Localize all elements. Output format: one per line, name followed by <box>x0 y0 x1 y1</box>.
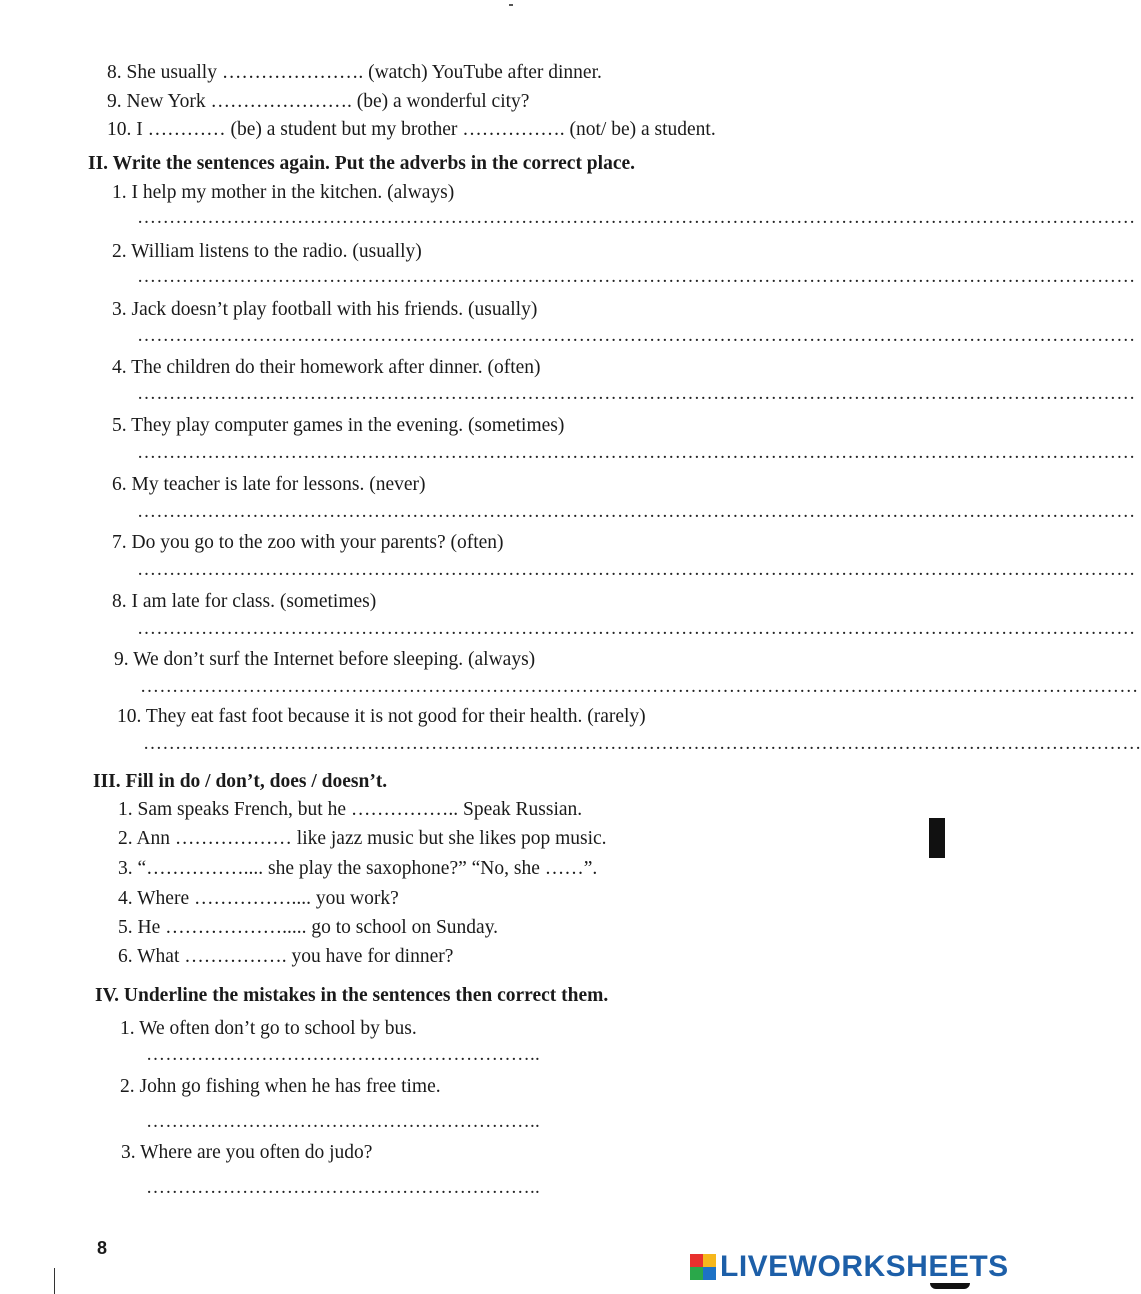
item-text: William listens to the radio. (usually) <box>131 241 422 262</box>
answer-line-4-1[interactable]: …………………………………………………….. <box>146 1044 540 1065</box>
item-text: Jack doesn’t play football with his friends. (usually) <box>131 299 538 320</box>
ex3-item-6 <box>118 945 453 969</box>
item-number: 1. <box>118 799 133 820</box>
item-text: Ann ……………… like jazz music but she likes pop music. <box>136 828 607 849</box>
item-number: 1. <box>120 1018 135 1039</box>
item-text: “…………….... she play the saxophone?” “No, she ……”. <box>137 858 598 879</box>
item-number: 9. <box>114 649 129 670</box>
item-number: 7. <box>112 532 127 553</box>
ex1-item-10 <box>107 118 716 142</box>
answer-line-4-3[interactable]: …………………………………………………….. <box>146 1177 540 1198</box>
item-text: Where are you often do judo? <box>140 1142 373 1163</box>
scan-mark-top <box>509 4 513 6</box>
answer-line-2-10[interactable]: ………………………………………………………………………………………………………………………………………… <box>143 733 1141 754</box>
item-number: 2. <box>120 1076 135 1097</box>
corner-mark <box>930 1283 970 1289</box>
item-number: 10. <box>107 119 132 140</box>
item-text: My teacher is late for lessons. (never) <box>131 474 426 495</box>
ex3-item-2 <box>118 827 607 851</box>
item-text: I am late for class. (sometimes) <box>131 591 377 612</box>
item-number: 10. <box>117 706 142 727</box>
ex2-item-3 <box>112 298 537 322</box>
item-text: He ………………..... go to school on Sunday. <box>137 917 499 938</box>
ex1-item-8 <box>107 61 602 85</box>
ex4-item-1 <box>120 1017 417 1041</box>
item-number: 6. <box>118 946 133 967</box>
section-4-heading: IV. Underline the mistakes in the sentences then correct them. <box>95 985 609 1006</box>
answer-line-2-5[interactable]: ………………………………………………………………………………………………………………………………………… <box>137 442 1136 463</box>
ex4-item-3 <box>121 1141 372 1165</box>
item-text: They eat fast foot because it is not good for their health. (rarely) <box>145 706 646 727</box>
answer-line-2-3[interactable]: ………………………………………………………………………………………………………………………………………… <box>137 325 1136 346</box>
section-3-heading: III. Fill in do / don’t, does / doesn’t. <box>93 771 388 792</box>
ex2-item-10 <box>117 705 646 729</box>
item-number: 4. <box>112 357 127 378</box>
ex2-item-5 <box>112 414 564 438</box>
ex3-item-3 <box>118 857 597 881</box>
scan-mark-left <box>54 1268 55 1294</box>
item-text: Sam speaks French, but he …………….. Speak Russian. <box>137 799 583 820</box>
ex3-item-1 <box>118 798 582 822</box>
item-text: I help my mother in the kitchen. (always) <box>131 182 455 203</box>
answer-line-2-7[interactable]: ………………………………………………………………………………………………………………………………………… <box>137 559 1136 580</box>
item-number: 5. <box>112 415 127 436</box>
ex4-item-2 <box>120 1075 441 1099</box>
item-text: New York …………………. (be) a wonderful city? <box>126 91 530 112</box>
ex2-item-9 <box>114 648 535 672</box>
ex2-item-2 <box>112 240 422 264</box>
item-number: 5. <box>118 917 133 938</box>
item-text: The children do their homework after dinner. (often) <box>131 357 541 378</box>
item-number: 2. <box>118 828 133 849</box>
ex2-item-8 <box>112 590 376 614</box>
ex2-item-4 <box>112 356 541 380</box>
ex2-item-7 <box>112 531 504 555</box>
ex3-item-5 <box>118 916 498 940</box>
ex2-item-1 <box>112 181 454 205</box>
item-text: Where …………….... you work? <box>137 888 399 909</box>
liveworksheets-brand <box>690 1252 1009 1282</box>
page-number: 8 <box>97 1238 108 1258</box>
item-number: 3. <box>112 299 127 320</box>
item-text: I ………… (be) a student but my brother ……………. (not/ be) a student. <box>136 119 716 140</box>
answer-line-2-1[interactable]: ………………………………………………………………………………………………………………………………………… <box>137 207 1136 228</box>
item-text: They play computer games in the evening. (sometimes) <box>131 415 565 436</box>
item-number: 3. <box>121 1142 136 1163</box>
item-number: 2. <box>112 241 127 262</box>
answer-line-2-2[interactable]: ………………………………………………………………………………………………………………………………………… <box>137 266 1136 287</box>
ex1-item-9 <box>107 90 529 114</box>
margin-mark <box>929 818 945 858</box>
answer-line-4-2[interactable]: …………………………………………………….. <box>146 1111 540 1132</box>
answer-line-2-4[interactable]: ………………………………………………………………………………………………………………………………………… <box>137 383 1136 404</box>
item-text: She usually …………………. (watch) YouTube after dinner. <box>126 62 602 83</box>
answer-line-2-6[interactable]: ………………………………………………………………………………………………………………………………………… <box>137 501 1136 522</box>
item-text: What ……………. you have for dinner? <box>137 946 454 967</box>
item-number: 1. <box>112 182 127 203</box>
ex3-item-4 <box>118 887 399 911</box>
item-text: We don’t surf the Internet before sleeping. (always) <box>133 649 536 670</box>
answer-line-2-8[interactable]: ………………………………………………………………………………………………………………………………………… <box>137 618 1136 639</box>
item-number: 4. <box>118 888 133 909</box>
item-number: 9. <box>107 91 122 112</box>
section-2-heading: II. Write the sentences again. Put the adverbs in the correct place. <box>88 153 636 174</box>
item-text: We often don’t go to school by bus. <box>139 1018 417 1039</box>
item-number: 8. <box>112 591 127 612</box>
item-number: 8. <box>107 62 122 83</box>
brand-name: LIVEWORKSHEETS <box>720 1250 1009 1283</box>
liveworksheets-logo-icon <box>690 1254 716 1280</box>
item-text: Do you go to the zoo with your parents? (often) <box>131 532 504 553</box>
item-text: John go fishing when he has free time. <box>139 1076 441 1097</box>
ex2-item-6 <box>112 473 426 497</box>
item-number: 3. <box>118 858 133 879</box>
item-number: 6. <box>112 474 127 495</box>
answer-line-2-9[interactable]: ………………………………………………………………………………………………………………………………………… <box>140 676 1139 697</box>
